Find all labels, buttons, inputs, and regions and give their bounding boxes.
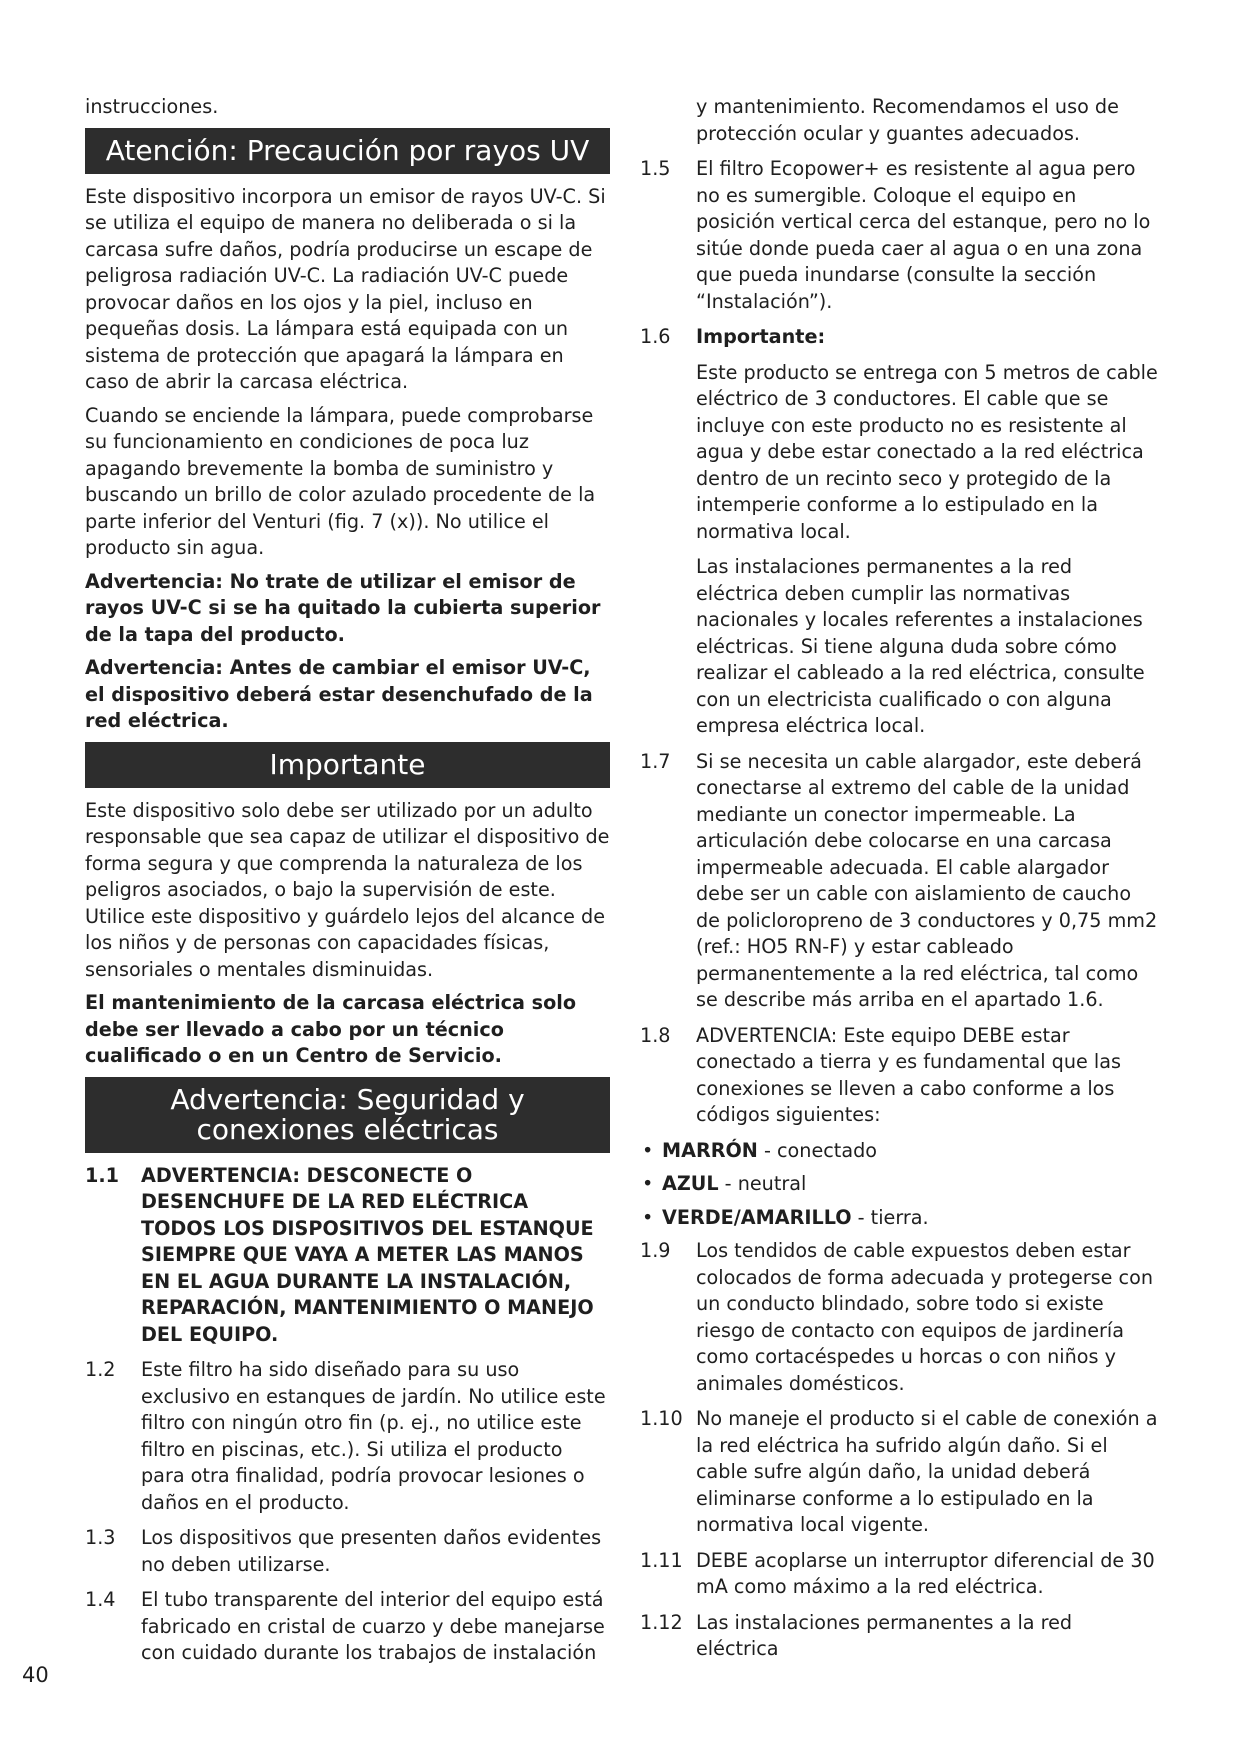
list-item bbox=[640, 156, 1160, 315]
item-text: Las instalaciones permanentes a la red eléctrica bbox=[696, 1610, 1073, 1660]
uv-warning-2: Advertencia: Antes de cambiar el emisor UV-C, el dispositivo deberá estar desenchufado de la red eléctrica. bbox=[85, 656, 593, 732]
list-item bbox=[640, 324, 1160, 351]
item-number: 1.1 bbox=[85, 1163, 119, 1187]
continued-paragraph bbox=[640, 94, 1160, 147]
item-number: 1.6 bbox=[640, 325, 671, 348]
list-item bbox=[640, 1238, 1160, 1397]
item-number: 1.8 bbox=[640, 1023, 671, 1047]
list-item bbox=[640, 1548, 1160, 1601]
item-text: ADVERTENCIA: Este equipo DEBE estar conectado a tierra y es fundamental que las conexiones se lleven a cabo conforme a los códigos siguientes: bbox=[696, 1023, 1121, 1126]
paragraph-text: Este producto se entrega con 5 metros de cable eléctrico de 3 conductores. El cable que se incluye con este producto no es resistente al agua y debe estar conectado a la red eléctrica dentro de un recinto seco y protegido de la intemperie conforme a lo estipulado en la normativa local. bbox=[696, 360, 1158, 543]
bullet-desc: - conectado bbox=[757, 1138, 878, 1162]
item-number: 1.10 bbox=[640, 1407, 683, 1430]
item-text: Importante: bbox=[696, 325, 826, 348]
list-item bbox=[85, 1587, 610, 1667]
right-column bbox=[640, 94, 1160, 1672]
bullet-desc: - neutral bbox=[718, 1172, 807, 1195]
item-number: 1.3 bbox=[85, 1526, 116, 1549]
bullet-item bbox=[640, 1205, 1160, 1232]
banner-important: Importante bbox=[85, 742, 610, 788]
uv-warning-1: Advertencia: No trate de utilizar el emisor de rayos UV-C si se ha quitado la cubierta superior de la tapa del producto. bbox=[85, 569, 601, 646]
item-text: Los dispositivos que presenten daños evidentes no deben utilizarse. bbox=[141, 1526, 602, 1576]
section-1-6-paragraph-2 bbox=[640, 554, 1160, 740]
list-item bbox=[640, 1406, 1160, 1539]
item-number: 1.12 bbox=[640, 1610, 683, 1634]
page-number: 40 bbox=[22, 1663, 49, 1687]
bullet-desc: - tierra. bbox=[851, 1205, 929, 1229]
bullet-term: MARRÓN bbox=[662, 1138, 758, 1162]
bullet-dot-icon: • bbox=[642, 1172, 654, 1195]
list-item bbox=[85, 1357, 610, 1516]
list-item bbox=[85, 1525, 610, 1578]
list-item bbox=[640, 1023, 1160, 1129]
left-column bbox=[85, 94, 610, 1676]
banner-uv-caution: Atención: Precaución por rayos UV bbox=[85, 128, 610, 174]
wire-color-list bbox=[640, 1138, 1160, 1232]
item-number: 1.11 bbox=[640, 1548, 683, 1572]
item-text: El tubo transparente del interior del equipo está fabricado en cristal de cuarzo y debe manejarse con cuidado durante los trabajos de instalación bbox=[141, 1588, 605, 1664]
bullet-dot-icon: • bbox=[642, 1205, 654, 1229]
bullet-dot-icon: • bbox=[642, 1138, 654, 1162]
item-text: Si se necesita un cable alargador, este deberá conectarse al extremo del cable de la unidad mediante un conector impermeable. La articulación debe colocarse en una carcasa impermeable adecuada. El cable alargador debe ser un cable con aislamiento de caucho de policloropreno de 3 conductores y 0,75 mm2 (ref.: HO5 RN-F) y estar cableado permanentemente a la red eléctrica, tal como se describe más arriba en el apartado 1.6. bbox=[696, 749, 1158, 1011]
item-number: 1.5 bbox=[640, 157, 671, 180]
uv-paragraph-2: Cuando se enciende la lámpara, puede comprobarse su funcionamiento en condiciones de poca luz apagando brevemente la bomba de suministro y buscando un brillo de color azulado procedente de la parte inferior del Venturi (fig. 7 (x)). No utilice el producto sin agua. bbox=[85, 403, 596, 559]
item-number: 1.9 bbox=[640, 1239, 671, 1262]
bullet-item bbox=[640, 1171, 1160, 1198]
item-number: 1.7 bbox=[640, 749, 671, 773]
item-text: DEBE acoplarse un interruptor diferencial de 30 mA como máximo a la red eléctrica. bbox=[696, 1548, 1155, 1598]
item-text: El filtro Ecopower+ es resistente al agua pero no es sumergible. Coloque el equipo en posición vertical cerca del estanque, pero no lo sitúe donde pueda caer al agua o en una zona que pueda inundarse (consulte la sección “Instalación”). bbox=[696, 157, 1151, 313]
bullet-term: AZUL bbox=[662, 1172, 719, 1195]
intro-fragment: instrucciones. bbox=[85, 95, 219, 118]
important-paragraph-1: Este dispositivo solo debe ser utilizado por un adulto responsable que sea capaz de utilizar el dispositivo de forma segura y que comprenda la naturaleza de los peligros asociados, o bajo la supervisión de este. Utilice este dispositivo y guárdelo lejos del alcance de los niños y de personas con capacidades físicas, sensoriales o mentales disminuidas. bbox=[85, 798, 610, 981]
item-text: No maneje el producto si el cable de conexión a la red eléctrica ha sufrido algún daño. Si el cable sufre algún daño, la unidad deberá eliminarse conforme a lo estipulado en la normativa local vigente. bbox=[696, 1407, 1158, 1536]
important-paragraph-2: El mantenimiento de la carcasa eléctrica solo debe ser llevado a cabo por un técnico cualificado o en un Centro de Servicio. bbox=[85, 991, 577, 1067]
paragraph-text: Las instalaciones permanentes a la red eléctrica deben cumplir las normativas nacionales y locales referentes a instalaciones eléctricas. Si tiene alguna duda sobre cómo realizar el cableado a la red eléctrica, consulte con un electricista cualificado o con alguna empresa eléctrica local. bbox=[696, 555, 1145, 737]
list-item bbox=[640, 749, 1160, 1014]
bullet-item bbox=[640, 1138, 1160, 1165]
banner-electrical-safety: Advertencia: Seguridad y conexiones eléctricas bbox=[85, 1077, 610, 1153]
list-item bbox=[85, 1163, 610, 1349]
item-text: Este filtro ha sido diseñado para su uso exclusivo en estanques de jardín. No utilice este filtro con ningún otro fin (p. ej., no utilice este filtro en piscinas, etc.). Si utiliza el producto para otra finalidad, podría provocar lesiones o daños en el producto. bbox=[141, 1358, 606, 1514]
uv-paragraph-1: Este dispositivo incorpora un emisor de rayos UV-C. Si se utiliza el equipo de manera no deliberada o si la carcasa sufre daños, podría producirse un escape de peligrosa radiación UV-C. La radiación UV-C puede provocar daños en los ojos y la piel, incluso en pequeñas dosis. La lámpara está equipada con un sistema de protección que apagará la lámpara en caso de abrir la carcasa eléctrica. bbox=[85, 184, 606, 393]
item-number: 1.4 bbox=[85, 1588, 116, 1611]
section-1-6-paragraph-1 bbox=[640, 360, 1160, 546]
list-item bbox=[640, 1610, 1160, 1663]
item-number: 1.2 bbox=[85, 1358, 116, 1381]
item-text: Los tendidos de cable expuestos deben estar colocados de forma adecuada y protegerse con un conducto blindado, sobre todo si existe riesgo de contacto con equipos de jardinería como cortacéspedes u horcas o con niños y animales domésticos. bbox=[696, 1239, 1153, 1395]
bullet-term: VERDE/AMARILLO bbox=[662, 1205, 852, 1229]
item-text: ADVERTENCIA: DESCONECTE O DESENCHUFE DE LA RED ELÉCTRICA TODOS LOS DISPOSITIVOS DEL ESTANQUE SIEMPRE QUE VAYA A METER LAS MANOS EN EL AGUA DURANTE LA INSTALACIÓN, REPARACIÓN, MANTENIMIENTO O MANEJO DEL EQUIPO. bbox=[141, 1163, 594, 1346]
continued-text: y mantenimiento. Recomendamos el uso de protección ocular y guantes adecuados. bbox=[696, 95, 1119, 145]
